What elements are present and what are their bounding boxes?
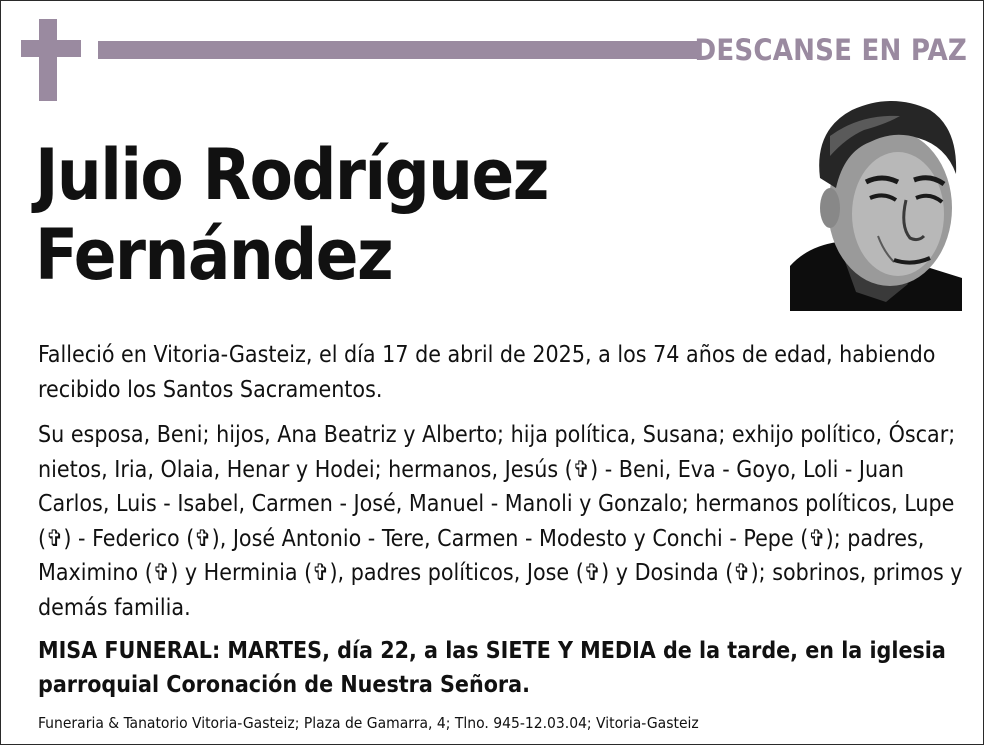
header-title: DESCANSE EN PAZ	[694, 33, 967, 67]
portrait-illustration	[790, 96, 962, 311]
funeral-mass-paragraph: MISA FUNERAL: MARTES, día 22, a las SIETE Y MEDIA de la tarde, en la iglesia parroquial Coronación de Nuestra Señora.	[38, 638, 946, 698]
deceased-name	[35, 135, 775, 295]
deceased-name-line-1: Julio Rodríguez	[35, 134, 548, 216]
funeral-home-footer: Funeraria & Tanatorio Vitoria-Gasteiz; Plaza de Gamarra, 4; Tlno. 945-12.03.04; Vitoria-Gasteiz	[38, 714, 699, 732]
family-paragraph: Su esposa, Beni; hijos, Ana Beatriz y Alberto; hija política, Susana; exhijo político, Óscar; nietos, Iria, Olaia, Henar y Hodei; hermanos, Jesús (✞) - Beni, Eva - Goyo, Loli - Juan Carlos, Luis - Isabel, Carmen - José, Manuel - Manoli y Gonzalo; hermanos políticos, Lupe (✞) - Federico (✞), José Antonio - Tere, Carmen - Modesto y Conchi - Pepe (✞); padres, Maximino (✞) y Herminia (✞), padres políticos, Jose (✞) y Dosinda (✞); sobrinos, primos y demás familia.	[38, 422, 963, 621]
death-notice-paragraph: Falleció en Vitoria-Gasteiz, el día 17 de abril de 2025, a los 74 años de edad, habiendo recibido los Santos Sacramentos.	[38, 342, 936, 403]
header-rule	[98, 41, 699, 59]
cross-horizontal-bar	[21, 40, 81, 57]
deceased-name-line-2: Fernández	[35, 214, 393, 296]
portrait-photo	[790, 96, 962, 311]
cross-vertical-bar	[39, 19, 57, 101]
